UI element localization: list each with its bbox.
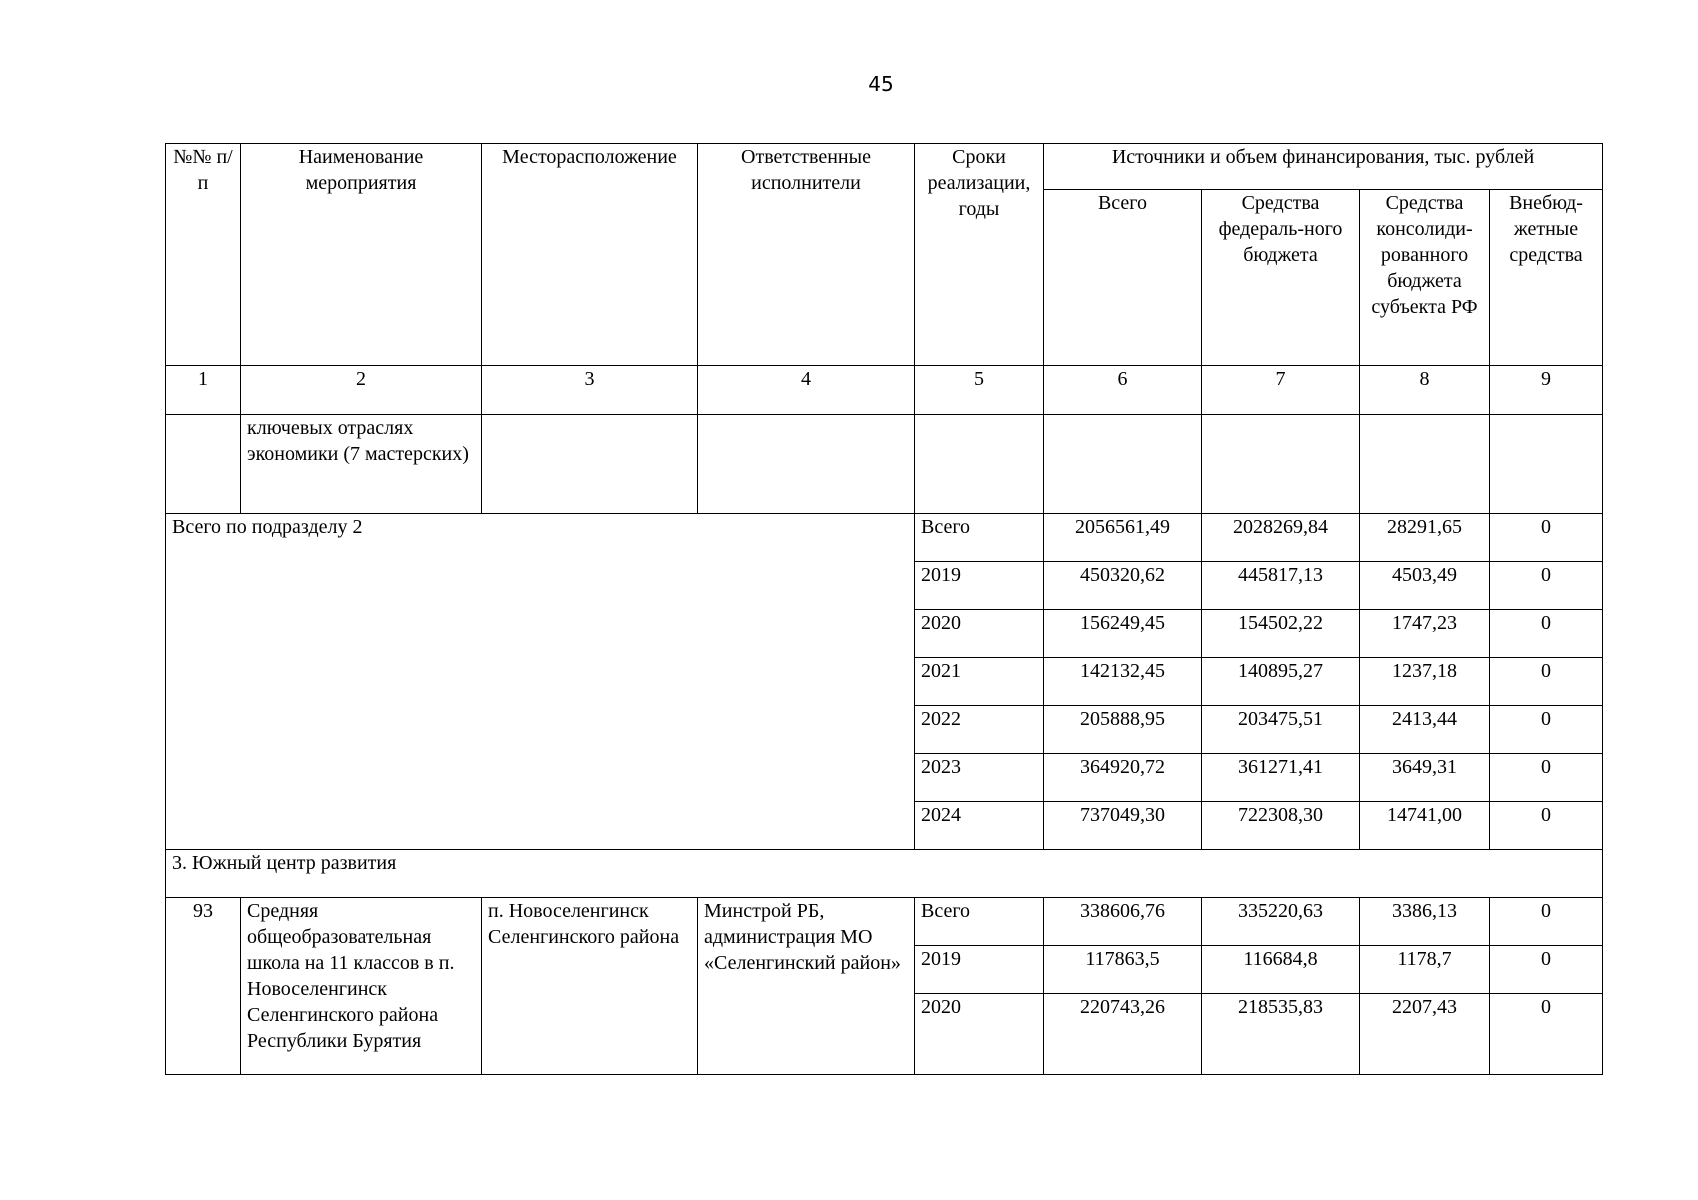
header-row-1 (166, 144, 1603, 190)
total-cell: 364920,72 (1044, 754, 1202, 802)
header-extrabudget: Внебюд-жетные средства (1490, 190, 1603, 366)
extrabudget-cell: 0 (1490, 802, 1603, 850)
column-number: 9 (1490, 366, 1603, 415)
total-cell: 2056561,49 (1044, 514, 1202, 562)
table-cell (1490, 415, 1603, 514)
period-cell: 2019 (915, 946, 1044, 994)
table-cell (698, 415, 915, 514)
extrabudget-cell: 0 (1490, 898, 1603, 946)
header-number: №№ п/п (166, 144, 241, 366)
item-location: п. Новоселенгинск Селенгинского района (482, 898, 698, 1075)
regional-cell: 2413,44 (1360, 706, 1490, 754)
page-number: 45 (868, 72, 894, 96)
period-cell: 2022 (915, 706, 1044, 754)
federal-cell: 154502,22 (1202, 610, 1360, 658)
table-cell (1202, 415, 1360, 514)
total-cell: 117863,5 (1044, 946, 1202, 994)
column-number: 7 (1202, 366, 1360, 415)
federal-cell: 218535,83 (1202, 994, 1360, 1075)
period-cell: 2019 (915, 562, 1044, 610)
period-cell: 2024 (915, 802, 1044, 850)
header-period: Сроки реализации, годы (915, 144, 1044, 366)
column-number: 6 (1044, 366, 1202, 415)
header-location: Месторасположение (482, 144, 698, 366)
continuation-name: ключевых отраслях экономики (7 мастерских) (241, 415, 482, 514)
extrabudget-cell: 0 (1490, 658, 1603, 706)
item-name: Средняя общеобразовательная школа на 11 классов в п. Новоселенгинск Селенгинского района Республики Бурятия (241, 898, 482, 1075)
column-number: 4 (698, 366, 915, 415)
header-regional: Средства консолиди-рованного бюджета субъекта РФ (1360, 190, 1490, 366)
column-numbers-row (166, 366, 1603, 415)
table-cell (1044, 415, 1202, 514)
total-cell: 737049,30 (1044, 802, 1202, 850)
table-cell (915, 415, 1044, 514)
extrabudget-cell: 0 (1490, 610, 1603, 658)
table-cell (482, 415, 698, 514)
total-cell: 338606,76 (1044, 898, 1202, 946)
federal-cell: 2028269,84 (1202, 514, 1360, 562)
total-cell: 220743,26 (1044, 994, 1202, 1075)
period-cell: 2021 (915, 658, 1044, 706)
section-row (166, 850, 1603, 898)
federal-cell: 722308,30 (1202, 802, 1360, 850)
column-number: 5 (915, 366, 1044, 415)
continuation-row (166, 415, 1603, 514)
header-responsible: Ответственные исполнители (698, 144, 915, 366)
funding-table (165, 143, 1603, 1075)
extrabudget-cell: 0 (1490, 946, 1603, 994)
item-responsible: Минстрой РБ, администрация МО «Селенгинский район» (698, 898, 915, 1075)
federal-cell: 116684,8 (1202, 946, 1360, 994)
header-total: Всего (1044, 190, 1202, 366)
extrabudget-cell: 0 (1490, 562, 1603, 610)
regional-cell: 1747,23 (1360, 610, 1490, 658)
federal-cell: 203475,51 (1202, 706, 1360, 754)
item-number: 93 (166, 898, 241, 1075)
period-cell: 2020 (915, 610, 1044, 658)
federal-cell: 140895,27 (1202, 658, 1360, 706)
period-cell: 2023 (915, 754, 1044, 802)
header-name: Наименование мероприятия (241, 144, 482, 366)
regional-cell: 2207,43 (1360, 994, 1490, 1075)
extrabudget-cell: 0 (1490, 994, 1603, 1075)
total-cell: 450320,62 (1044, 562, 1202, 610)
period-cell: Всего (915, 514, 1044, 562)
regional-cell: 28291,65 (1360, 514, 1490, 562)
total-cell: 205888,95 (1044, 706, 1202, 754)
regional-cell: 1178,7 (1360, 946, 1490, 994)
federal-cell: 445817,13 (1202, 562, 1360, 610)
table-cell (166, 415, 241, 514)
extrabudget-cell: 0 (1490, 514, 1603, 562)
regional-cell: 3386,13 (1360, 898, 1490, 946)
regional-cell: 14741,00 (1360, 802, 1490, 850)
table-row (166, 514, 1603, 562)
regional-cell: 3649,31 (1360, 754, 1490, 802)
period-cell: Всего (915, 898, 1044, 946)
extrabudget-cell: 0 (1490, 754, 1603, 802)
regional-cell: 1237,18 (1360, 658, 1490, 706)
header-federal: Средства федераль-ного бюджета (1202, 190, 1360, 366)
column-number: 1 (166, 366, 241, 415)
extrabudget-cell: 0 (1490, 706, 1603, 754)
federal-cell: 335220,63 (1202, 898, 1360, 946)
column-number: 2 (241, 366, 482, 415)
column-number: 8 (1360, 366, 1490, 415)
regional-cell: 4503,49 (1360, 562, 1490, 610)
header-funding-group: Источники и объем финансирования, тыс. рублей (1044, 144, 1603, 190)
total-cell: 156249,45 (1044, 610, 1202, 658)
section-title: 3. Южный центр развития (166, 850, 1603, 898)
total-cell: 142132,45 (1044, 658, 1202, 706)
table-cell (1360, 415, 1490, 514)
column-number: 3 (482, 366, 698, 415)
table-row (166, 898, 1603, 946)
period-cell: 2020 (915, 994, 1044, 1075)
federal-cell: 361271,41 (1202, 754, 1360, 802)
subtotal-label: Всего по подразделу 2 (166, 514, 915, 850)
